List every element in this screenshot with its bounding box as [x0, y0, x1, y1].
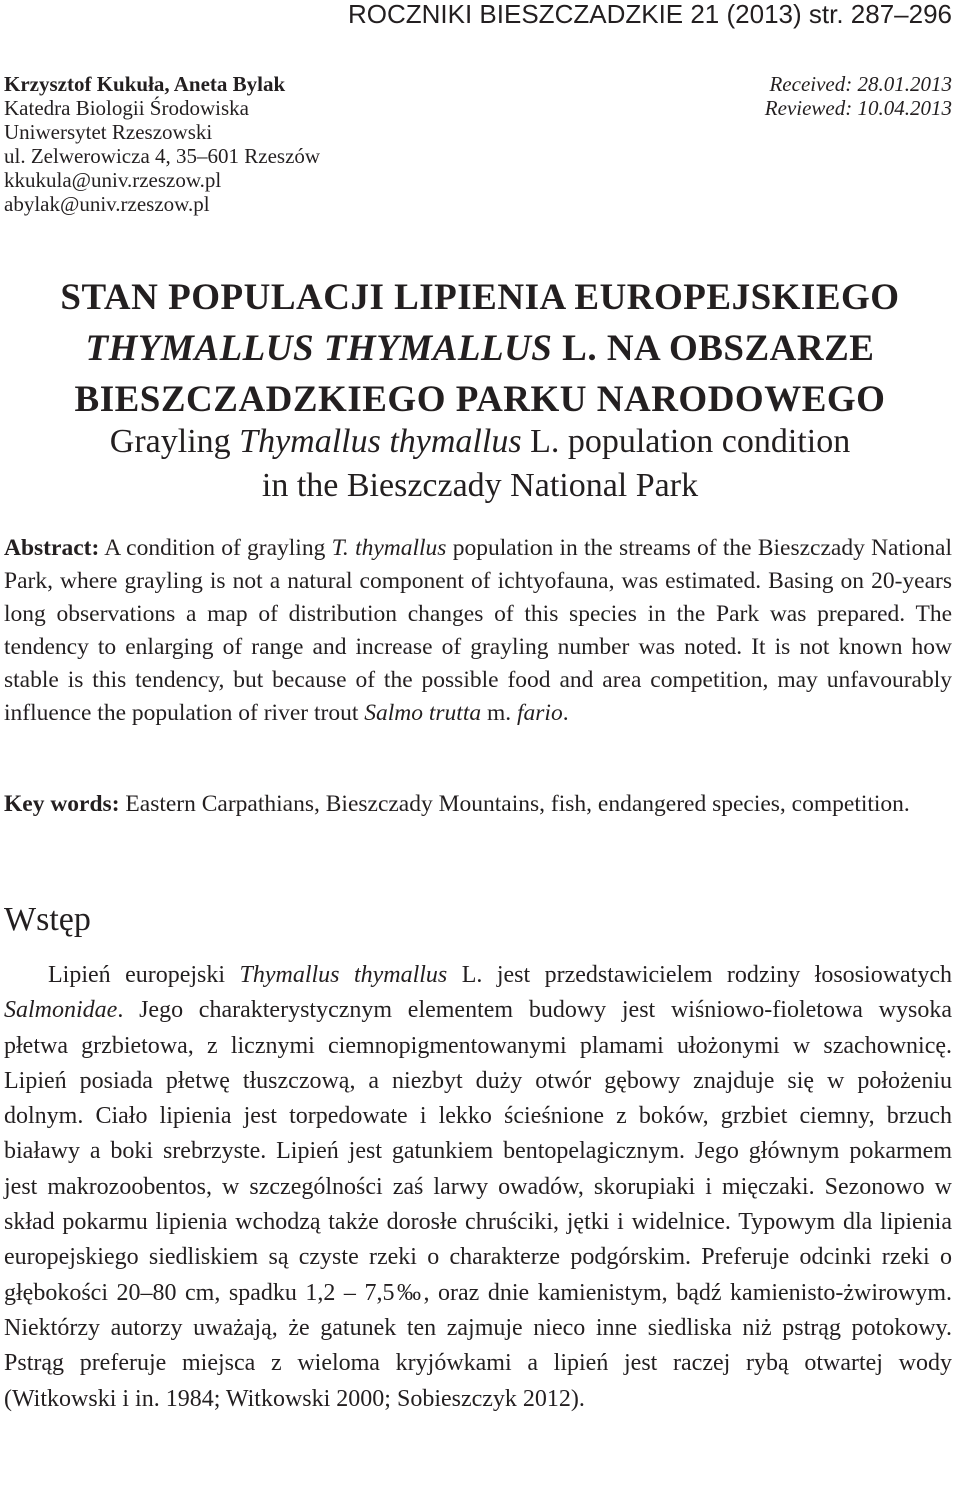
- title-en-line-1-rest: L. population condition: [521, 423, 851, 460]
- abstract-trout: Salmo trutta: [364, 700, 482, 726]
- abstract: [4, 532, 952, 730]
- title-en-species: Thymallus thymallus: [239, 423, 522, 460]
- abstract-text-3: m.: [481, 700, 517, 726]
- title-en-line-1: [0, 420, 960, 464]
- author-department: Katedra Biologii Środowiska: [4, 96, 249, 120]
- author-address: ul. Zelwerowicza 4, 35–601 Rzeszów: [4, 144, 321, 168]
- author-block: [4, 72, 320, 216]
- keywords: [4, 788, 952, 821]
- title-pl-line-3: BIESZCZADZKIEGO PARKU NARODOWEGO: [74, 379, 886, 420]
- intro-text-3: . Jego charakterystycznym elementem budowy jest wiśniowo-fioletowa wysoka płetwa grzbietowa, z licznymi ciemnopigmentowanymi plamami ułożonymi w szachownicę. Lipień posiada płetwę tłuszczową, a niezbyt duży otwór gębowy znajduje się w położeniu dolnym. Ciało lipienia jest torpedowate i lekko ścieśnione z boków, grzbiet ciemny, brzuch białawy a boki srebrzyste. Lipień jest gatunkiem bentopelagicznym. Jego głównym pokarmem jest makrozoobentos, w szczególności zaś larwy owadów, skorupiaki i mięczaki. Sezonowo w skład pokarmu lipienia wchodzą także dorosłe chruściki, jętki i widelnice. Typowym dla lipienia europejskiego siedliskiem są czyste rzeki o charakterze podgórskim. Preferuje odcinki rzeki o głębokości 20–80 cm, spadku 1,2 – 7,5‰, oraz dnie kamienistym, bądź kamienisto-żwirowym. Niektórzy autorzy uważają, że gatunek ten zajmuje nieco inne siedliska niż pstrąg potokowy. Pstrąg preferuje miejsca z wieloma kryjówkami a lipień jest raczej rybą otwartej wody (Witkowski i in. 1984; Witkowski 2000; Sobieszczyk 2012).: [4, 997, 952, 1412]
- title-polish: [0, 272, 960, 425]
- author-names: Krzysztof Kukuła, Aneta Bylak: [4, 72, 286, 96]
- reviewed-date: Reviewed: 10.04.2013: [764, 96, 952, 120]
- received-date: Received: 28.01.2013: [769, 72, 952, 96]
- title-pl-line-1: STAN POPULACJI LIPIENIA EUROPEJSKIEGO: [60, 277, 900, 318]
- section-heading-intro: Wstęp: [4, 901, 91, 938]
- title-en-line-2: in the Bieszczady National Park: [261, 467, 699, 504]
- title-pl-line-2-rest: L. NA OBSZARZE: [552, 328, 875, 369]
- abstract-species: T. thymallus: [331, 535, 447, 561]
- abstract-text-2: population in the streams of the Bieszczady National Park, where grayling is not a natural component of ichtyofauna, was estimated. Basing on 20-years long observations a map of distribution changes of this species in the Park was prepared. The tendency to enlarging of range and increase of grayling number was noted. It is not known how stable is this tendency, but because of the possible food and area competition, may unfavourably influence the population of river trout: [4, 535, 952, 726]
- intro-paragraph: [4, 958, 952, 1417]
- abstract-text-1: A condition of grayling: [99, 535, 332, 561]
- article-dates: [765, 72, 952, 120]
- intro-text-2: L. jest przedstawicielem rodziny łososiowatych: [447, 962, 952, 988]
- intro-species: Thymallus thymallus: [239, 962, 448, 988]
- title-pl-species: THYMALLUS THYMALLUS: [85, 328, 553, 369]
- journal-header: ROCZNIKI BIESZCZADZKIE 21 (2013) str. 287–296: [347, 0, 952, 29]
- author-email-1: kkukula@univ.rzeszow.pl: [4, 168, 222, 192]
- title-english: [0, 420, 960, 508]
- intro-family: Salmonidae: [4, 997, 118, 1024]
- intro-text-1: Lipień europejski: [48, 962, 240, 988]
- keywords-text: Eastern Carpathians, Bieszczady Mountains, fish, endangered species, competition.: [119, 791, 910, 817]
- abstract-end: .: [562, 700, 569, 726]
- title-en-prefix: Grayling: [109, 423, 240, 460]
- abstract-label: Abstract:: [4, 535, 100, 561]
- title-pl-line-2: [0, 323, 960, 374]
- abstract-fario: fario: [517, 700, 563, 726]
- author-email-2: abylak@univ.rzeszow.pl: [4, 192, 210, 216]
- author-university: Uniwersytet Rzeszowski: [4, 120, 213, 144]
- keywords-label: Key words:: [4, 791, 120, 817]
